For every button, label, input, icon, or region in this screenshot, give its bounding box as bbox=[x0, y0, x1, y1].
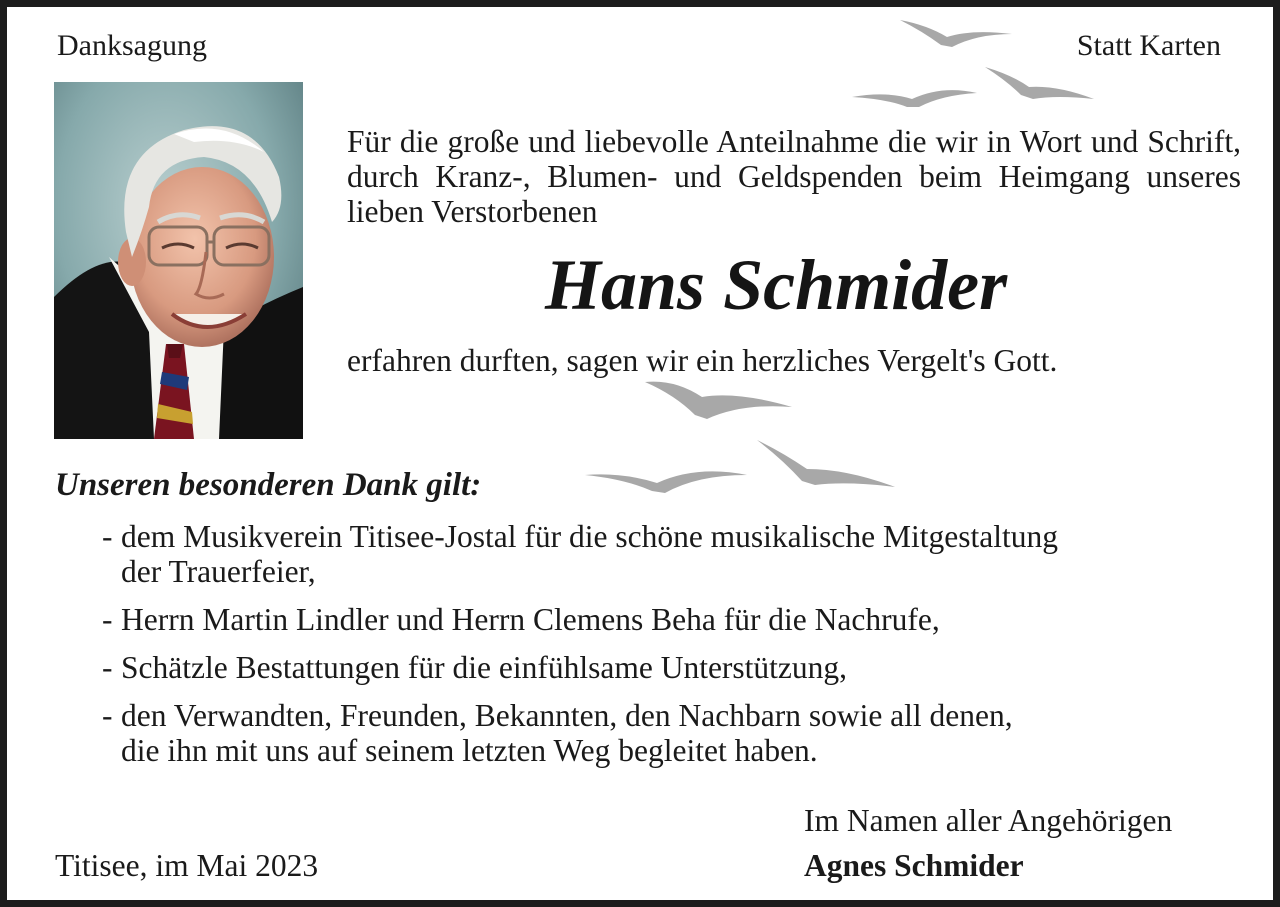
intro-text: Für die große und liebevolle Anteilnahme die wir in Wort und Schrift, durch Kranz-, Blumen- und Geldspenden beim Heimgang unseres lieben Verstorbenen bbox=[347, 124, 1241, 229]
seagull-icon bbox=[985, 67, 1094, 99]
list-item-line: Schätzle Bestattungen für die einfühlsame Unterstützung, bbox=[121, 650, 848, 685]
thanks-heading: Unseren besonderen Dank gilt: bbox=[55, 467, 482, 503]
thanks-list bbox=[102, 519, 1222, 781]
portrait-photo bbox=[54, 82, 303, 439]
list-item-line: die ihn mit uns auf seinem letzten Weg begleitet haben. bbox=[121, 733, 818, 768]
danksagung-label: Danksagung bbox=[57, 29, 207, 62]
seagull-icon bbox=[900, 20, 1012, 47]
deceased-name: Hans Schmider bbox=[545, 245, 1008, 325]
signer-name: Agnes Schmider bbox=[804, 848, 1024, 883]
list-item-line: der Trauerfeier, bbox=[121, 554, 316, 589]
seagull-icon bbox=[585, 471, 747, 493]
list-item-line: Herrn Martin Lindler und Herrn Clemens Beha für die Nachrufe, bbox=[121, 602, 940, 637]
list-item bbox=[102, 698, 1222, 768]
seagull-icon bbox=[645, 382, 792, 419]
list-dash: - bbox=[102, 602, 113, 637]
list-item bbox=[102, 602, 1222, 637]
list-item bbox=[102, 650, 1222, 685]
on-behalf-line: Im Namen aller Angehörigen bbox=[804, 803, 1173, 838]
list-item bbox=[102, 519, 1222, 589]
seagull-icon bbox=[757, 440, 895, 487]
list-dash: - bbox=[102, 650, 113, 685]
list-item-line: den Verwandten, Freunden, Bekannten, den Nachbarn sowie all denen, bbox=[121, 698, 1013, 733]
place-date: Titisee, im Mai 2023 bbox=[55, 848, 319, 883]
seagull-icon bbox=[852, 90, 977, 107]
outro-text: erfahren durften, sagen wir ein herzliches Vergelt's Gott. bbox=[347, 343, 1058, 378]
portrait-illustration bbox=[54, 82, 303, 439]
list-dash: - bbox=[102, 519, 113, 554]
list-dash: - bbox=[102, 698, 113, 733]
list-item-line: dem Musikverein Titisee-Jostal für die schöne musikalische Mitgestaltung bbox=[121, 519, 1059, 554]
statt-karten-label: Statt Karten bbox=[1076, 29, 1221, 62]
